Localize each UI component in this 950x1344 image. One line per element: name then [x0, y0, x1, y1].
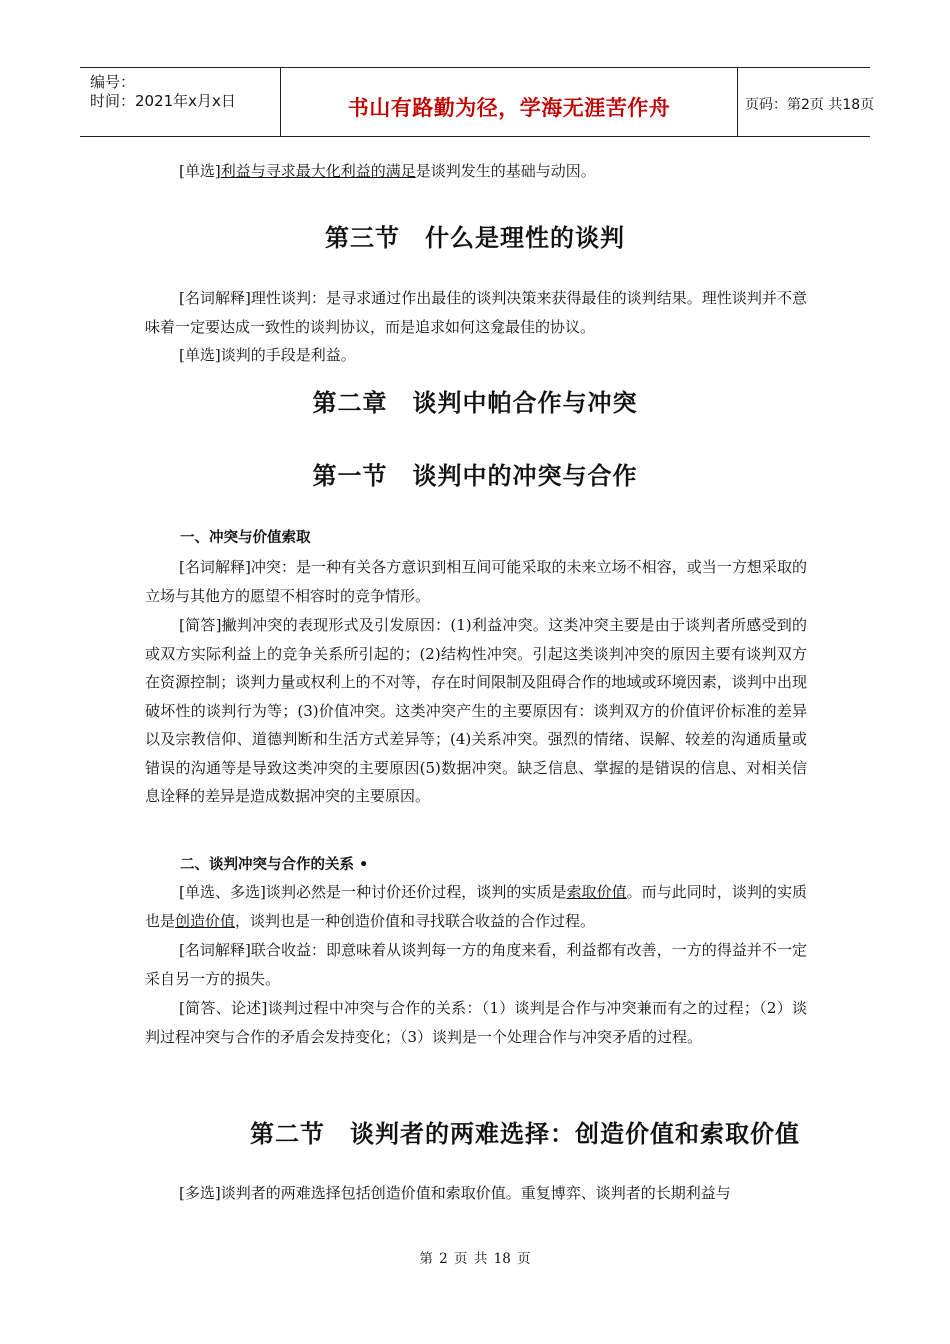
- page-footer: 第 2 页 共 18 页: [419, 1251, 531, 1267]
- page-header: [80, 67, 875, 137]
- paragraph-conflict-definition: [名词解释]冲突：是一种有关各方意识到相互间可能采取的未来立场不相容，或当一方想采取的立场与其他方的愿望不相容时的竞争情形。: [145, 558, 807, 605]
- header-meta-cell: [80, 68, 281, 136]
- paragraph-means: [单选]谈判的手段是利益。: [179, 346, 356, 364]
- underlined-answer: 利益与寻求最大化利益的满足: [220, 162, 416, 180]
- paragraph-rational-definition: [名词解释]理性谈判：是寻求通过作出最佳的谈判决策来获得最佳的谈判结果。理性谈判并不意味着一定要达成一致性的谈判协议，而是追求如何这龛最佳的协议。: [145, 289, 807, 336]
- underlined-answer: 创造价值: [175, 911, 236, 930]
- question-type-tag: [单选]: [179, 162, 221, 180]
- header-motto-cell: [281, 68, 738, 136]
- document-number-label: 编号：: [90, 73, 136, 91]
- document-time-label: 时间：2021年x月x日: [90, 92, 236, 110]
- subheading-conflict-value: 一、冲突与价值索取: [180, 530, 311, 546]
- paragraph-relationship: [简答、论述]谈判过程中冲突与合作的关系：（1）谈判是合作与冲突兼而有之的过程；（2）谈判过程冲突与合作的矛盾会发持变化；（3）谈判是一个处理合作与冲突矛盾的过程。: [145, 999, 807, 1046]
- paragraph-text: 。而与此同时，谈判的实质也是: [145, 883, 807, 930]
- paragraph-text: 是谈判发生的基础与动因。: [415, 162, 596, 180]
- header-page-cell: [738, 68, 875, 136]
- header-motto: 书山有路勤为径，学海无涯苦作舟: [347, 96, 671, 120]
- paragraph-dilemma: [多选]谈判者的两难选择包括创造价值和索取价值。重复博弈、谈判者的长期利益与: [179, 1184, 731, 1202]
- paragraph-negotiation-essence: [145, 878, 807, 935]
- paragraph-joint-gains: [名词解释]联合收益：即意味着从谈判每一方的角度来看，利益都有改善，一方的得益并不一定采自另一方的损失。: [145, 941, 807, 988]
- header-page-number: 页码：第2页 共18页: [745, 97, 875, 113]
- subheading-conflict-relationship: 二、谈判冲突与合作的关系 •: [180, 857, 369, 873]
- section-heading-conflict-cooperation: 第一节 谈判中的冲突与合作: [312, 462, 638, 490]
- paragraph-motivation: [145, 157, 807, 186]
- section-heading-dilemma: 第二节 谈判者的两难选择：创造价值和索取价值: [250, 1120, 800, 1148]
- chapter-heading-2: 第二章 谈判中帕合作与冲突: [312, 389, 638, 417]
- section-heading-rational-negotiation: 第三节 什么是理性的谈判: [325, 224, 625, 252]
- paragraph-conflict-forms: [简答]撇判冲突的表现形式及引发原因：(1)利益冲突。这类冲突主要是由于谈判者所感受到的或双方实际利益上的竞争关系所引起的；(2)结构性冲突。引起这类谈判冲突的原因主要有谈判双方在资源控制；谈判力量或权利上的不对等，存在时间限制及阻碍合作的地域或环境因素，谈判中出现破坏性的谈判行为等；(3)价值冲突。这类冲突产生的主要原因有：谈判双方的价值评价标准的差异以及宗教信仰、道德判断和生活方式差异等；(4)关系冲突。强烈的情绪、误解、较差的沟通质量或错误的沟通等是导致这类冲突的主要原因(5)数据冲突。缺乏信息、掌握的是错误的信息、对相关信息诠释的差异是造成数据冲突的主要原因。: [145, 616, 807, 805]
- paragraph-text: [单选、多选]谈判必然是一种讨价还价过程，谈判的实质是: [179, 883, 567, 901]
- paragraph-text: ，谈判也是一种创造价值和寻找联合收益的合作过程。: [235, 911, 596, 930]
- underlined-answer: 索取价值: [566, 883, 627, 901]
